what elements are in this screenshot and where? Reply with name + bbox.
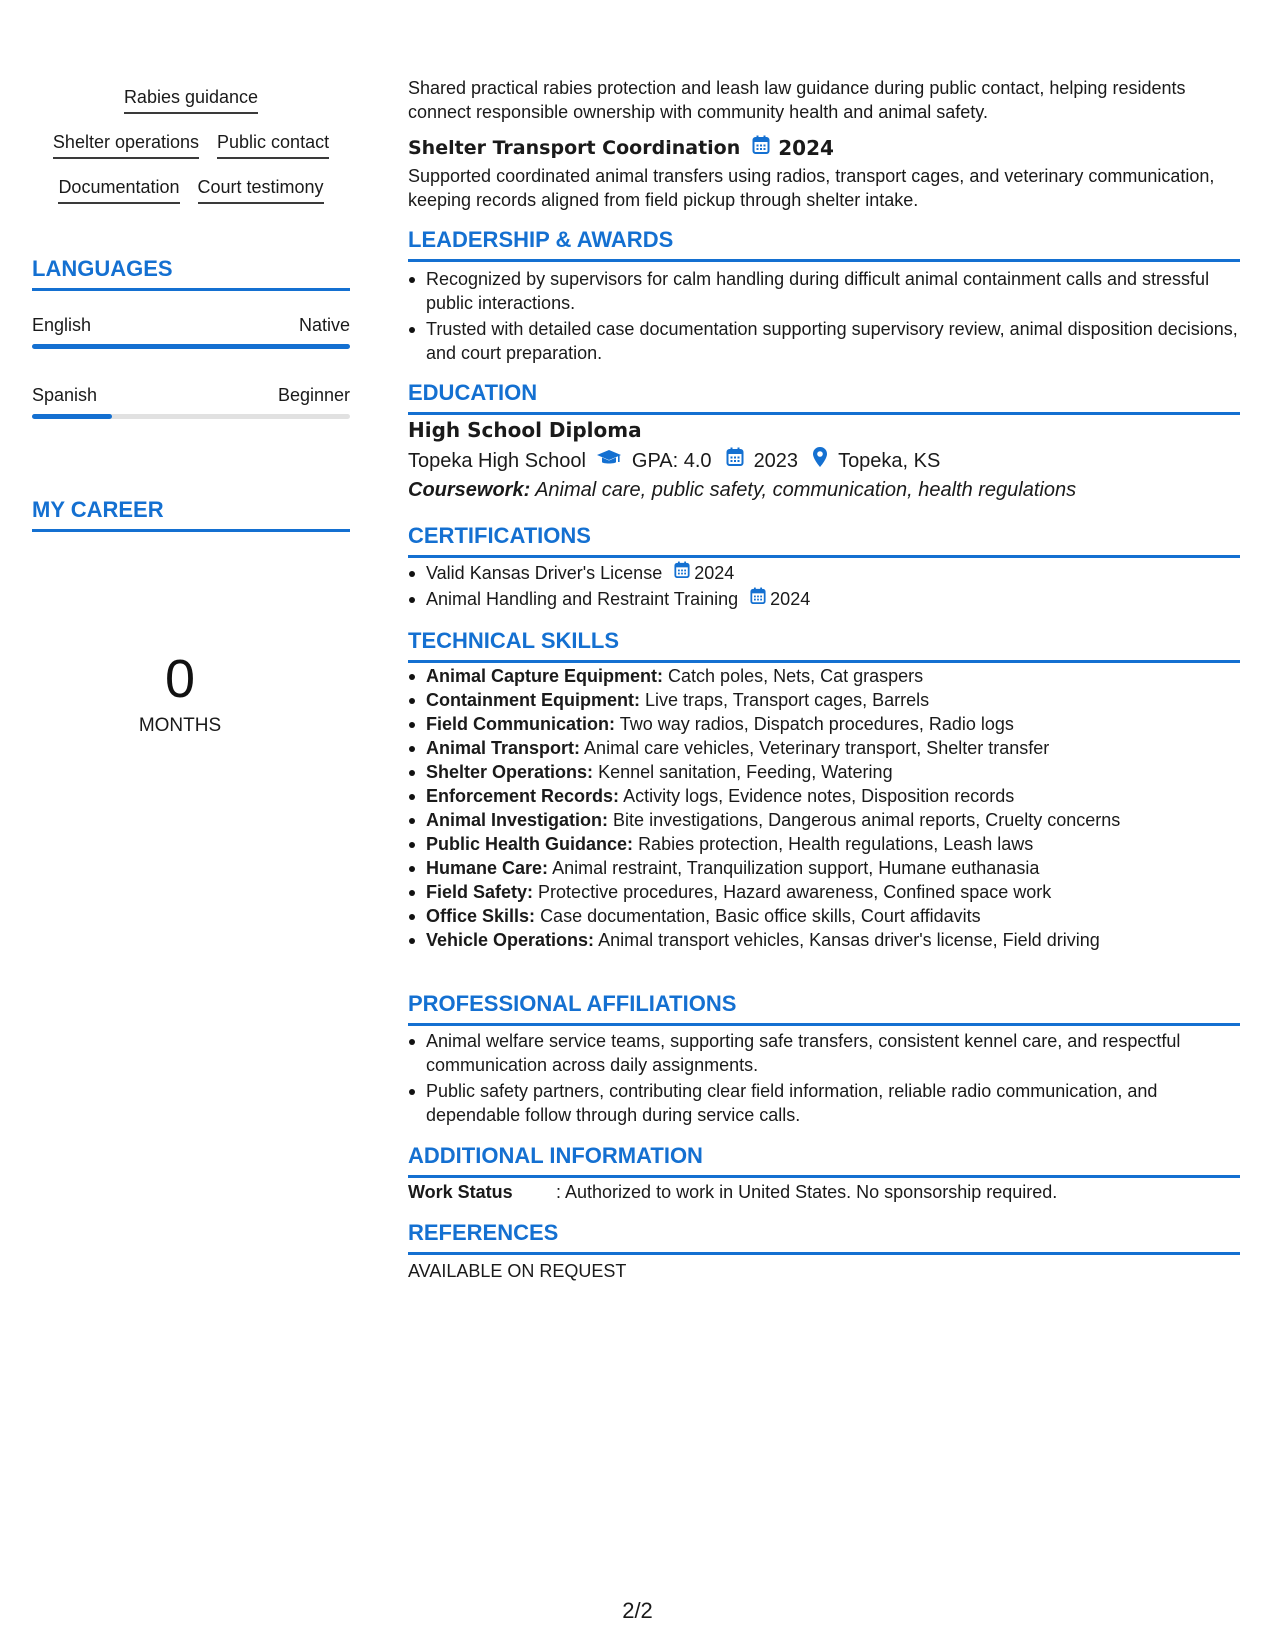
skill-value: Catch poles, Nets, Cat graspers [668,666,924,686]
languages-heading: LANGUAGES [32,256,350,291]
skill-label: Enforcement Records: [426,786,620,806]
certification-name: Animal Handling and Restraint Training [426,589,739,609]
skill-tag: Court testimony [198,176,324,204]
coursework-label: Coursework: [408,479,531,501]
gpa: GPA: 4.0 [631,450,712,472]
list-item: Recognized by supervisors for calm handling during difficult animal containment calls and stressful public interactions. [408,267,1240,315]
language-level: Beginner [277,385,350,405]
skill-tag: Rabies guidance [124,86,258,114]
skill-label: Animal Investigation: [426,810,609,830]
graduation-year: 2023 [753,450,799,472]
list-item [408,904,1240,928]
list-item [408,880,1240,904]
skill-value: Live traps, Transport cages, Barrels [645,690,930,710]
language-item [32,384,350,419]
skill-value: Kennel sanitation, Feeding, Watering [598,762,893,782]
tag-row [32,176,350,221]
skill-label: Field Safety: [426,882,534,902]
certification-year: 2024 [770,589,811,609]
page-number: 2/2 [622,1598,653,1623]
language-proficiency-fill [32,344,350,349]
school-location: Topeka, KS [838,450,941,472]
list-item [408,856,1240,880]
language-level: Native [298,315,350,335]
affiliations-heading: PROFESSIONAL AFFILIATIONS [408,991,1240,1026]
work-status-label: Work Status [408,1182,513,1202]
skill-value: Animal care vehicles, Veterinary transport, Shelter transfer [584,738,1050,758]
skill-value: Animal transport vehicles, Kansas driver's license, Field driving [598,930,1100,950]
list-item [408,760,1240,784]
certifications-heading: CERTIFICATIONS [408,523,1240,558]
coursework [408,476,1240,504]
references-text: AVAILABLE ON REQUEST [408,1261,627,1281]
skill-tag: Shelter operations [53,131,199,159]
list-item: Animal welfare service teams, supporting safe transfers, consistent kennel care, and respectful communication across daily assignments. [408,1029,1240,1077]
list-item [408,712,1240,736]
language-proficiency-fill [32,414,112,419]
career-counter [32,650,328,738]
certification-name: Valid Kansas Driver's License [426,563,663,583]
skill-label: Vehicle Operations: [426,930,595,950]
skill-label: Public Health Guidance: [426,834,634,854]
list-item: Public safety partners, contributing clear field information, reliable radio communication, and dependable follow through during service calls. [408,1079,1240,1127]
certification-year: 2024 [694,563,735,583]
skill-value: Rabies protection, Health regulations, Leash laws [638,834,1034,854]
skill-label: Containment Equipment: [426,690,640,710]
skill-tags [32,86,350,221]
work-status-value: : Authorized to work in United States. No sponsorship required. [556,1182,1058,1202]
leadership-list [408,267,1240,365]
intro-paragraph: Shared practical rabies protection and leash law guidance during public contact, helping residents connect responsible ownership with community health and animal safety. [408,78,1186,122]
school-name: Topeka High School [408,450,586,472]
language-name: English [32,315,92,335]
language-item [32,314,350,349]
additional-info-heading: ADDITIONAL INFORMATION [408,1143,1240,1178]
skill-tag: Public contact [217,131,329,159]
calendar-icon [726,447,744,475]
list-item [408,587,1240,611]
skill-tag: Documentation [58,176,179,204]
tag-row [32,131,350,176]
education-meta [408,446,1240,476]
list-item: Trusted with detailed case documentation supporting supervisory review, animal disposition decisions, and court preparation. [408,317,1240,365]
education-heading: EDUCATION [408,380,1240,415]
certifications-list [408,561,1240,611]
list-item [408,808,1240,832]
skill-label: Shelter Operations: [426,762,594,782]
technical-skills-heading: TECHNICAL SKILLS [408,628,1240,663]
calendar-icon [752,135,770,161]
calendar-icon [674,561,690,585]
leadership-heading: LEADERSHIP & AWARDS [408,227,1240,262]
calendar-icon [750,587,766,611]
skill-value: Bite investigations, Dangerous animal reports, Cruelty concerns [613,810,1121,830]
skill-label: Animal Capture Equipment: [426,666,664,686]
coursework-list: Animal care, public safety, communication, health regulations [535,479,1077,501]
graduation-cap-icon [596,447,622,475]
location-pin-icon [812,446,828,476]
list-item [408,784,1240,808]
skill-label: Humane Care: [426,858,549,878]
list-item [408,928,1240,952]
project-title-row [408,135,1240,161]
skill-value: Two way radios, Dispatch procedures, Radio logs [619,714,1014,734]
language-proficiency-bar [32,414,350,419]
degree-title: High School Diploma [408,418,642,442]
skill-label: Field Communication: [426,714,615,734]
career-unit: MONTHS [138,715,222,736]
skill-label: Office Skills: [426,906,536,926]
skill-label: Animal Transport: [426,738,581,758]
project-title: Shelter Transport Coordination [408,137,741,159]
list-item [408,561,1240,585]
project-year: 2024 [778,136,834,160]
list-item [408,664,1240,688]
project-description: Supported coordinated animal transfers using radios, transport cages, and veterinary communication, keeping records aligned from field pickup through shelter intake. [408,166,1215,210]
technical-skills-list [408,664,1240,952]
career-value: 0 [164,649,196,709]
skill-value: Animal restraint, Tranquilization support, Humane euthanasia [552,858,1040,878]
list-item [408,832,1240,856]
skill-value: Case documentation, Basic office skills, Court affidavits [540,906,981,926]
list-item [408,688,1240,712]
skill-value: Protective procedures, Hazard awareness, Confined space work [538,882,1052,902]
tag-row [32,86,350,131]
work-status-row [408,1180,1240,1204]
references-heading: REFERENCES [408,1220,1240,1255]
list-item [408,736,1240,760]
affiliations-list [408,1029,1240,1127]
language-name: Spanish [32,385,98,405]
career-heading: MY CAREER [32,497,350,532]
language-proficiency-bar [32,344,350,349]
skill-value: Activity logs, Evidence notes, Disposition records [623,786,1015,806]
